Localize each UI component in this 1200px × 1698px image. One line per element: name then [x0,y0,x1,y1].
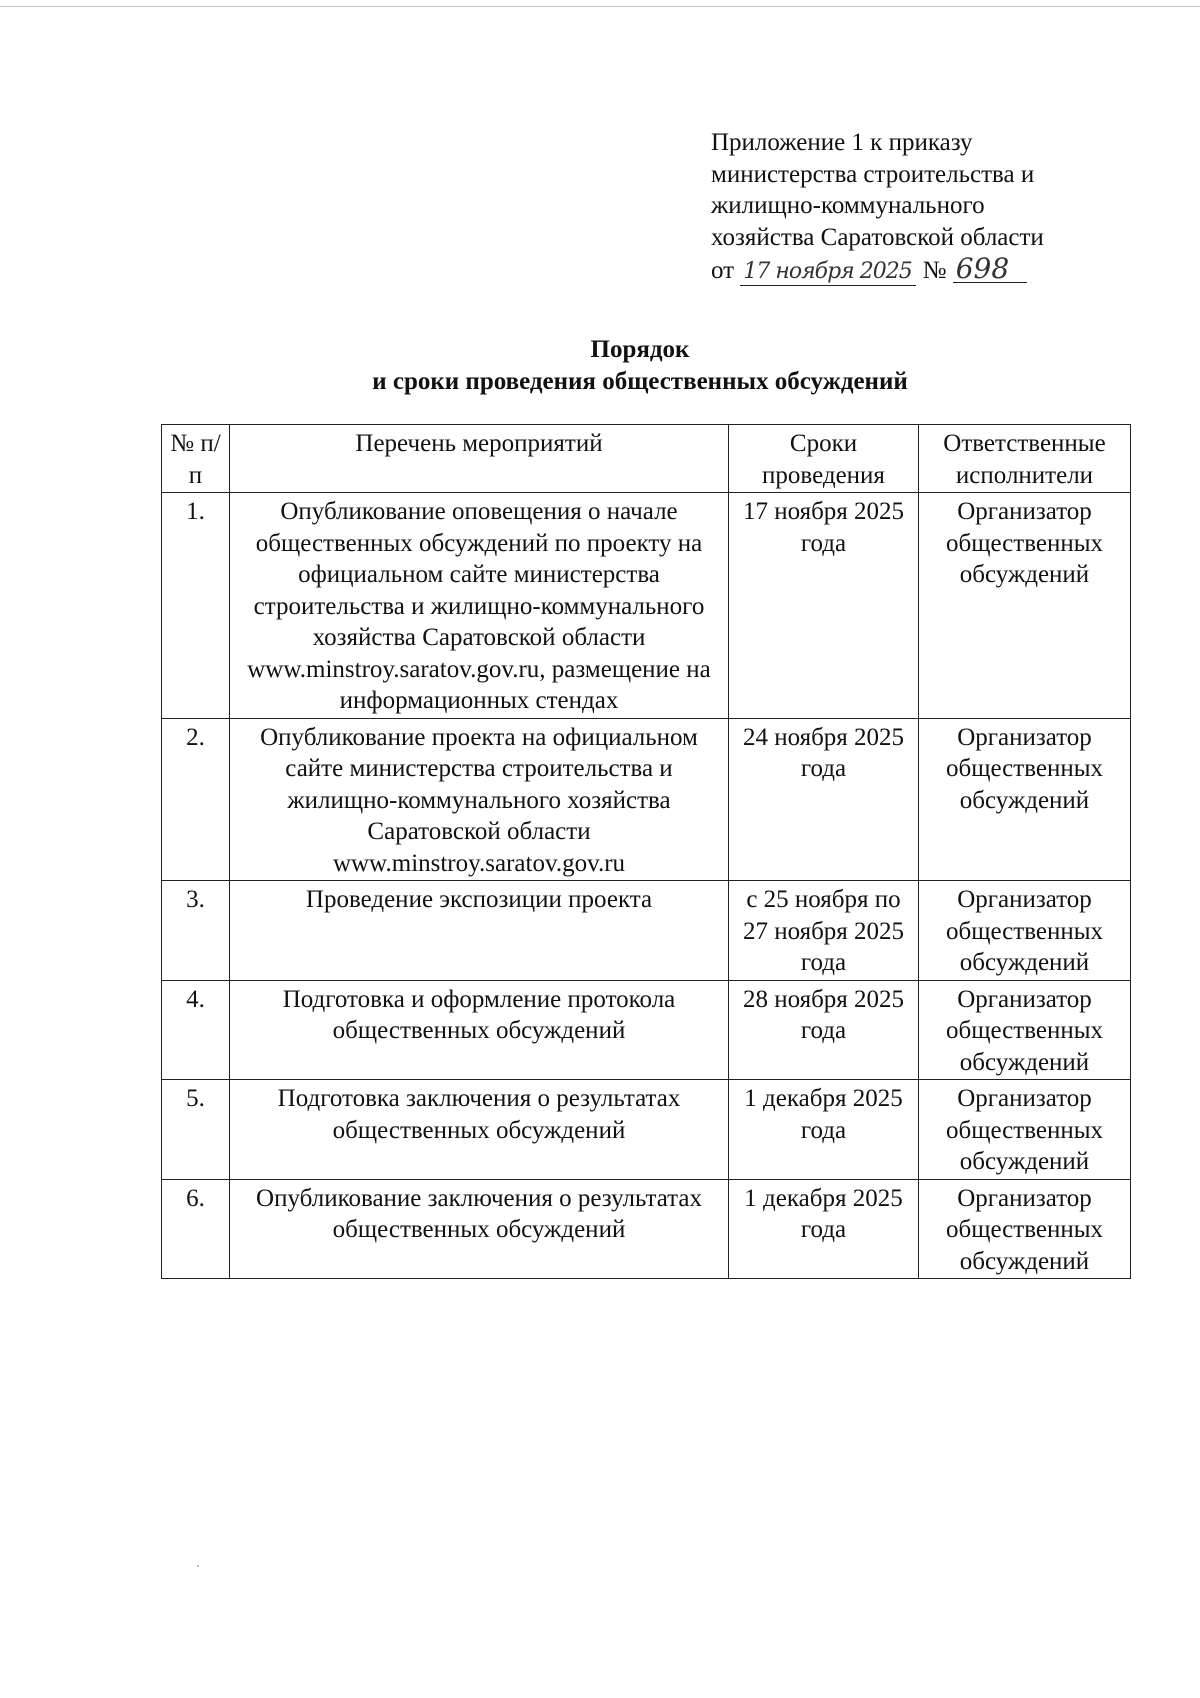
scan-speck [197,1565,199,1567]
cell-dates: 28 ноября 2025 года [729,980,919,1080]
handwritten-number: 698 [953,253,1027,285]
cell-activity: Опубликование оповещения о начале общественных обсуждений по проекту на официальном сайте министерства строительства и жилищно-коммунального хозяйства Саратовской области www.minstroy.saratov.gov.ru, размещение на информационных стендах [230,493,729,719]
header-dates: Сроки проведения [729,425,919,493]
appendix-line: жилищно-коммунального [711,192,985,219]
cell-activity: Опубликование проекта на официальном сайте министерства строительства и жилищно-коммунального хозяйства Саратовской области www.minstroy.saratov.gov.ru [230,718,729,881]
cell-activity: Подготовка заключения о результатах общественных обсуждений [230,1080,729,1180]
cell-dates: 17 ноября 2025 года [729,493,919,719]
cell-num: 5. [162,1080,230,1180]
cell-responsible: Организатор общественных обсуждений [919,881,1131,981]
table-row [162,493,1131,719]
cell-dates: 1 декабря 2025 года [729,1179,919,1279]
cell-dates: 1 декабря 2025 года [729,1080,919,1180]
number-label: № [922,257,947,284]
table-row [162,1080,1131,1180]
header-num: № п/п [162,425,230,493]
header-responsible: Ответственные исполнители [919,425,1131,493]
cell-num: 3. [162,881,230,981]
cell-activity: Опубликование заключения о результатах общественных обсуждений [230,1179,729,1279]
cell-responsible: Организатор общественных обсуждений [919,718,1131,881]
cell-activity: Подготовка и оформление протокола общественных обсуждений [230,980,729,1080]
header-activity: Перечень мероприятий [230,425,729,493]
appendix-line: министерства строительства и [711,160,1035,188]
table-row [162,881,1131,981]
cell-num: 1. [162,493,230,719]
table-row [162,718,1131,881]
from-label: от [711,257,735,284]
cell-dates: 24 ноября 2025 года [729,718,919,881]
cell-responsible: Организатор общественных обсуждений [919,1179,1131,1279]
cell-responsible: Организатор общественных обсуждений [919,980,1131,1080]
cell-dates: с 25 ноября по 27 ноября 2025 года [729,881,919,981]
table-header-row [162,425,1131,493]
cell-responsible: Организатор общественных обсуждений [919,1080,1131,1180]
appendix-line: Приложение 1 к приказу [711,129,973,156]
cell-responsible: Организатор общественных обсуждений [919,493,1131,719]
table-row [162,980,1131,1080]
cell-num: 6. [162,1179,230,1279]
document-title [150,334,1130,398]
handwritten-date: 17 ноября 2025 [740,256,916,288]
schedule-table [161,424,1131,1279]
title-line: Порядок [590,336,690,363]
appendix-line: хозяйства Саратовской области [711,223,1044,251]
table-row [162,1179,1131,1279]
page-edge [0,6,1200,7]
appendix-header [711,127,1131,288]
cell-activity: Проведение экспозиции проекта [230,881,729,981]
cell-num: 2. [162,718,230,881]
appendix-date-line [711,253,1131,288]
title-line: и сроки проведения общественных обсуждений [372,368,908,395]
cell-num: 4. [162,980,230,1080]
